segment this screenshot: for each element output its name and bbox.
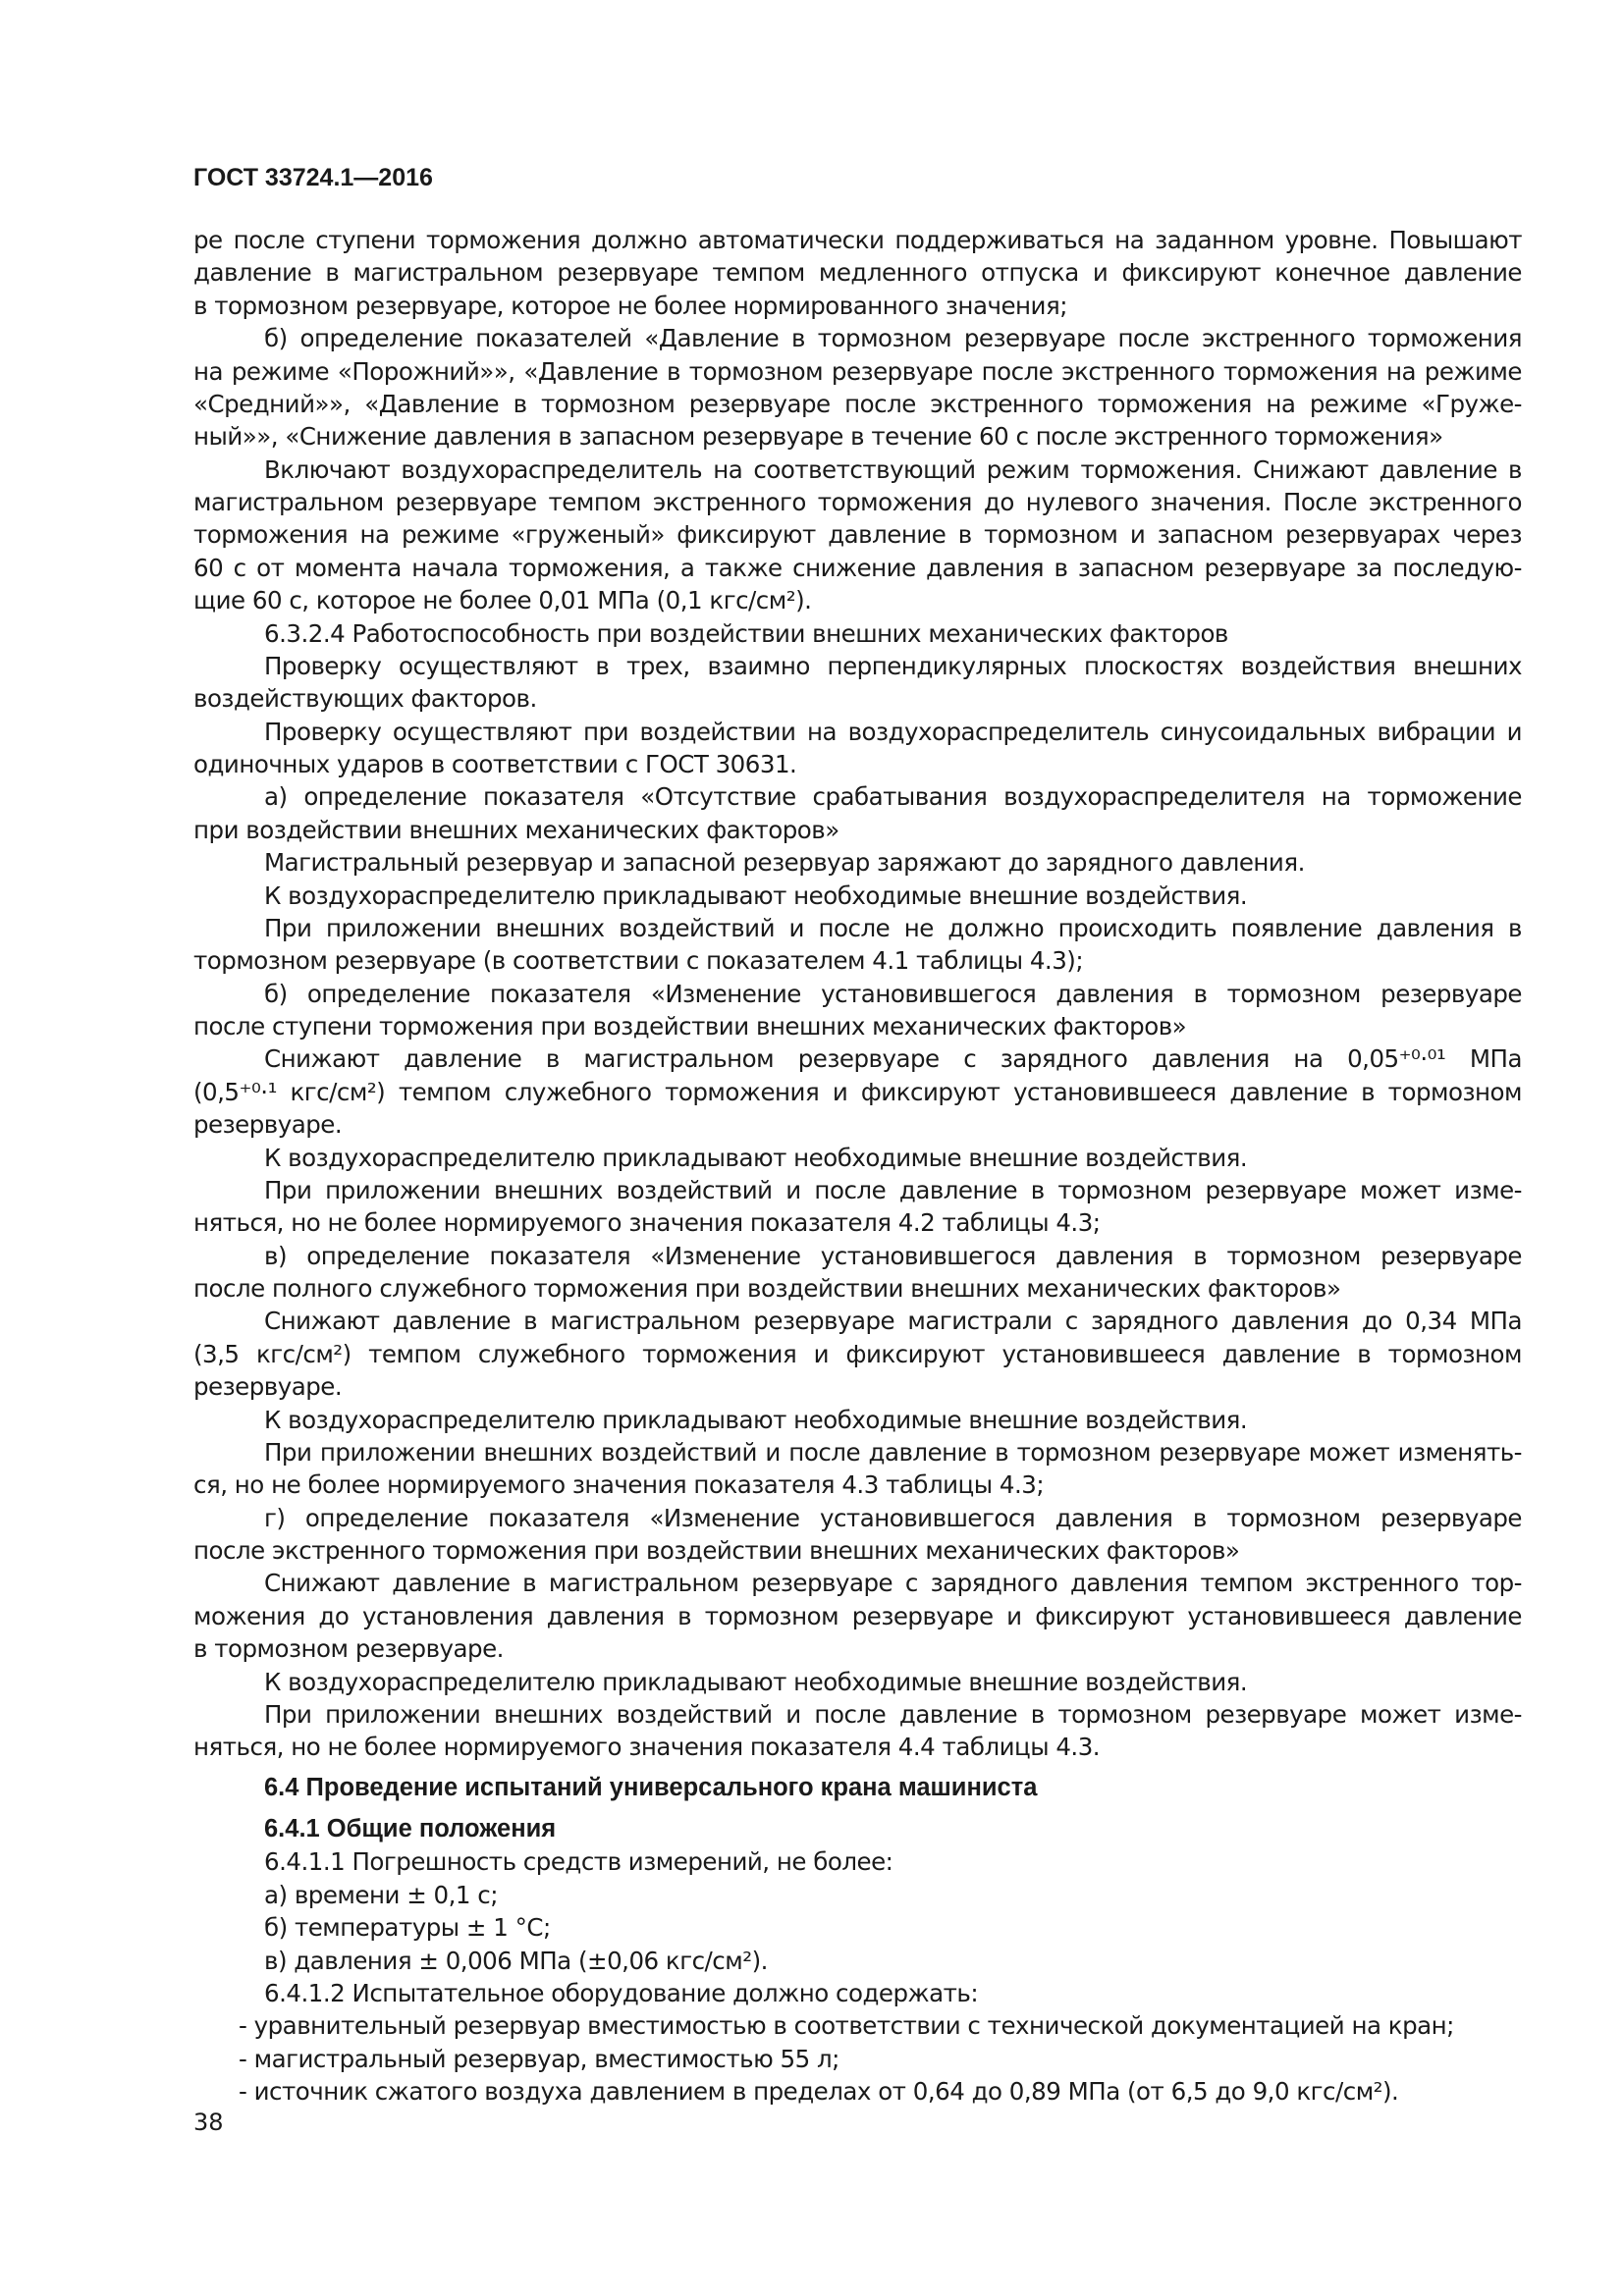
text-line: после экстренного торможения при воздействии внешних механических факторов»: [193, 1536, 1240, 1565]
text-line: няться, но не более нормируемого значения показателя 4.2 таблицы 4.3;: [193, 1208, 1101, 1238]
text-line: на режиме «Порожний»», «Давление в тормозном резервуаре после экстренного торможения на режиме: [193, 356, 1522, 386]
text-line: а) определение показателя «Отсутствие срабатывания воздухораспределителя на торможение: [264, 782, 1522, 812]
text-line: Снижают давление в магистральном резервуаре магистрали с зарядного давления до 0,34 МПа: [264, 1307, 1522, 1336]
text-line: няться, но не более нормируемого значения показателя 4.4 таблицы 4.3.: [193, 1733, 1101, 1762]
text-line: г) определение показателя «Изменение установившегося давления в тормозном резервуаре: [264, 1503, 1522, 1532]
text-line: (0,5⁺⁰·¹ кгс/см²) темпом служебного торможения и фиксируют установившееся давление в тормозном: [193, 1077, 1522, 1106]
text-line: давление в магистральном резервуаре темпом медленного отпуска и фиксируют конечное давление: [193, 258, 1522, 288]
text-line: 6.4.1.1 Погрешность средств измерений, не более:: [264, 1847, 893, 1877]
list-item: а) времени ± 0,1 с;: [264, 1880, 499, 1909]
text-line: При приложении внешних воздействий и после давление в тормозном резервуаре может изме-: [264, 1175, 1522, 1204]
text-line: «Средний»», «Давление в тормозном резервуаре после экстренного торможения на режиме «Груже-: [193, 389, 1522, 418]
text-line: воздействующих факторов.: [193, 684, 537, 714]
text-line: резервуаре.: [193, 1372, 343, 1402]
text-line: в тормозном резервуаре, которое не более нормированного значения;: [193, 291, 1067, 320]
text-line: ре после ступени торможения должно автоматически поддерживаться на заданном уровне. Повышают: [193, 226, 1522, 254]
text-line: можения до установления давления в тормозном резервуаре и фиксируют установившееся давление: [193, 1601, 1522, 1630]
text-line: К воздухораспределителю прикладывают необходимые внешние воздействия.: [264, 1405, 1248, 1434]
document-header: ГОСТ 33724.1—2016: [193, 164, 433, 191]
text-line: Снижают давление в магистральном резервуаре с зарядного давления на 0,05⁺⁰·⁰¹ МПа: [264, 1044, 1522, 1074]
text-line: при воздействии внешних механических факторов»: [193, 815, 839, 844]
list-item: - уравнительный резервуар вместимостью в соответствии с технической документацией на кран;: [239, 2011, 1454, 2041]
list-item: б) температуры ± 1 °С;: [264, 1913, 551, 1943]
text-line: При приложении внешних воздействий и после не должно происходить появление давления в: [264, 913, 1522, 942]
text-line: щие 60 с, которое не более 0,01 МПа (0,1 кгс/см²).: [193, 586, 812, 615]
text-line: При приложении внешних воздействий и после давление в тормозном резервуаре может изменять-: [264, 1437, 1522, 1467]
text-line: ся, но не более нормируемого значения показателя 4.3 таблицы 4.3;: [193, 1470, 1045, 1500]
text-line: в тормозном резервуаре.: [193, 1634, 504, 1664]
text-line: тормозном резервуаре (в соответствии с показателем 4.1 таблицы 4.3);: [193, 946, 1084, 976]
text-line: Магистральный резервуар и запасной резервуар заряжают до зарядного давления.: [264, 848, 1305, 878]
text-line: после ступени торможения при воздействии внешних механических факторов»: [193, 1012, 1187, 1041]
text-line: резервуаре.: [193, 1110, 343, 1140]
text-line: 6.4.1.2 Испытательное оборудование должно содержать:: [264, 1978, 979, 2007]
text-line: одиночных ударов в соответствии с ГОСТ 30631.: [193, 750, 797, 778]
text-line: в) определение показателя «Изменение установившегося давления в тормозном резервуаре: [264, 1241, 1522, 1270]
text-line: (3,5 кгс/см²) темпом служебного торможения и фиксируют установившееся давление в тормозном: [193, 1339, 1522, 1368]
subsection-heading: 6.4.1 Общие положения: [264, 1815, 557, 1842]
text-line: торможения на режиме «груженый» фиксируют давление в тормозном и запасном резервуарах через: [193, 520, 1522, 550]
text-line: Проверку осуществляют в трех, взаимно перпендикулярных плоскостях воздействия внешних: [264, 651, 1522, 680]
list-item: - магистральный резервуар, вместимостью 55 л;: [239, 2044, 839, 2073]
text-line: К воздухораспределителю прикладывают необходимые внешние воздействия.: [264, 1143, 1248, 1172]
text-line: Снижают давление в магистральном резервуаре с зарядного давления темпом экстренного тор-: [264, 1569, 1522, 1598]
text-line: Проверку осуществляют при воздействии на воздухораспределитель синусоидальных вибрации и: [264, 717, 1522, 746]
text-line: Включают воздухораспределитель на соответствующий режим торможения. Снижают давление в: [264, 454, 1522, 484]
section-heading: 6.4 Проведение испытаний универсального крана машиниста: [264, 1773, 1038, 1801]
page-number: 38: [193, 2109, 224, 2136]
text-line: ный»», «Снижение давления в запасном резервуаре в течение 60 с после экстренного торможения»: [193, 422, 1443, 452]
text-line: 6.3.2.4 Работоспособность при воздействии внешних механических факторов: [264, 618, 1228, 648]
text-line: К воздухораспределителю прикладывают необходимые внешние воздействия.: [264, 1667, 1248, 1696]
list-item: в) давления ± 0,006 МПа (±0,06 кгс/см²).: [264, 1946, 768, 1975]
list-item: - источник сжатого воздуха давлением в пределах от 0,64 до 0,89 МПа (от 6,5 до 9,0 кгс/см²).: [239, 2077, 1399, 2106]
text-line: магистральном резервуаре темпом экстренного торможения до нулевого значения. После экстренного: [193, 488, 1522, 516]
document-body: [193, 224, 1522, 2108]
text-line: 60 с от момента начала торможения, а также снижение давления в запасном резервуаре за последую-: [193, 553, 1522, 582]
text-line: после полного служебного торможения при воздействии внешних механических факторов»: [193, 1274, 1341, 1303]
text-line: К воздухораспределителю прикладывают необходимые внешние воздействия.: [264, 881, 1248, 910]
text-line: б) определение показателей «Давление в тормозном резервуаре после экстренного торможения: [264, 324, 1522, 353]
text-line: При приложении внешних воздействий и после давление в тормозном резервуаре может изме-: [264, 1699, 1522, 1729]
text-line: б) определение показателя «Изменение установившегося давления в тормозном резервуаре: [264, 979, 1522, 1008]
